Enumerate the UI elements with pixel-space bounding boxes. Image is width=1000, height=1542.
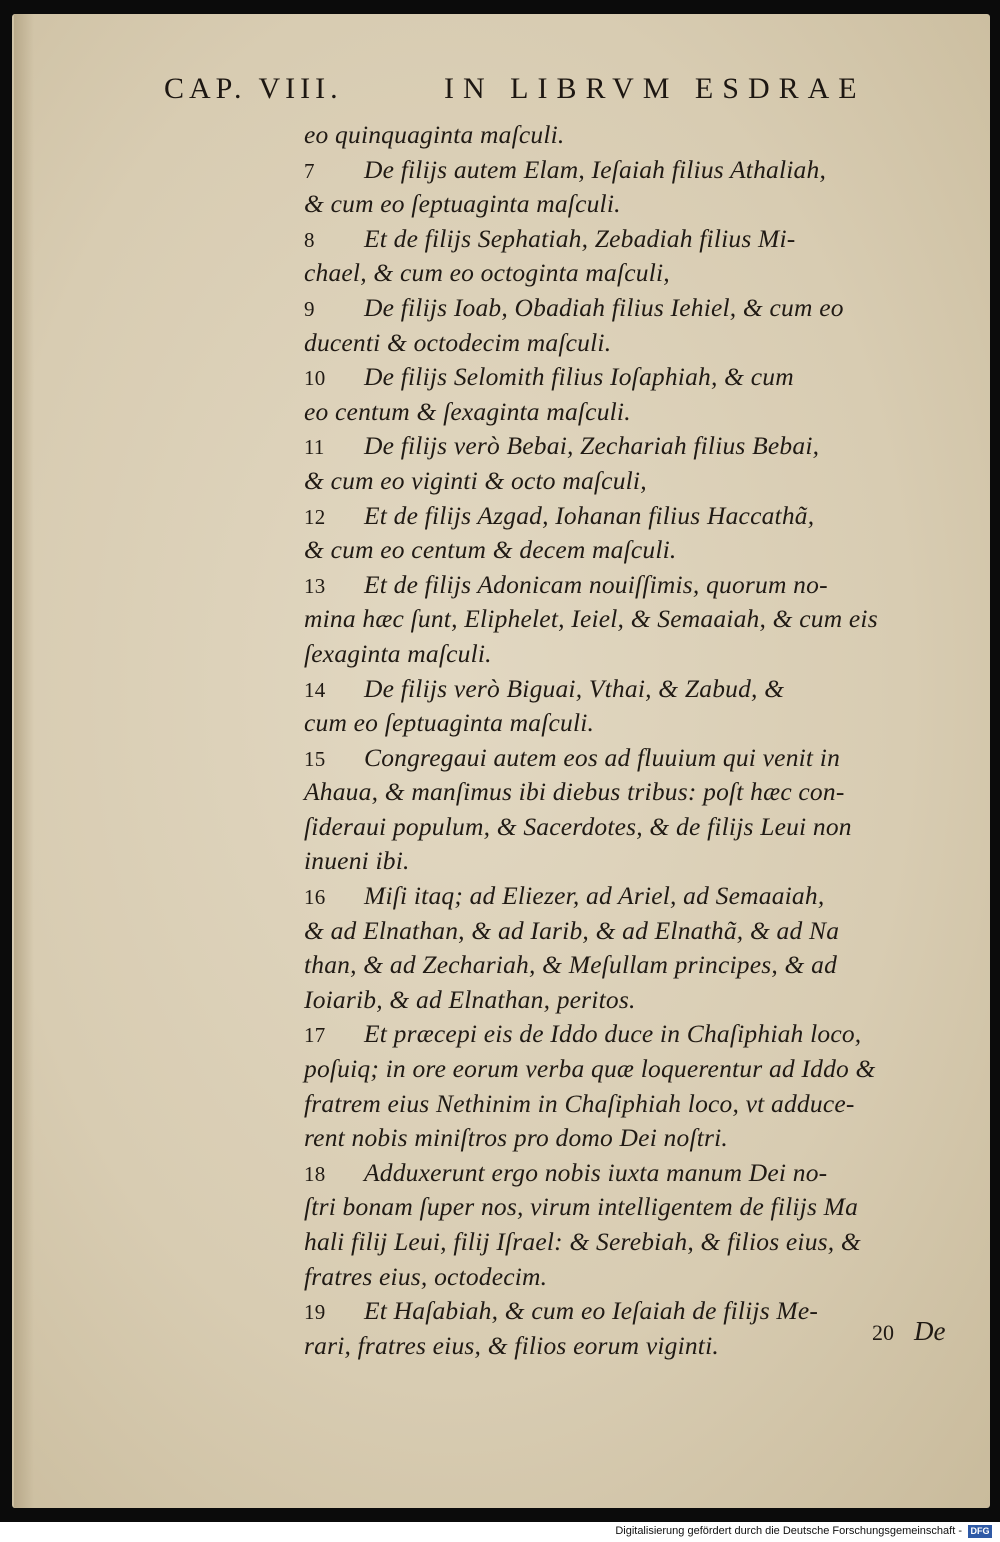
verse-number: 8	[304, 227, 315, 252]
line-text: Et de filijs Sephatiah, Zebadiah filius Mi-	[364, 223, 796, 253]
verse-number: 16	[304, 885, 326, 910]
line-text: Et de filijs Azgad, Iohanan filius Haccathã,	[364, 500, 815, 530]
line-text: De filijs Selomith filius Ioſaphiah, & cum	[364, 362, 794, 392]
line-text: fratrem eius Nethinim in Chaſiphiah loco, vt adduce-	[304, 1088, 855, 1118]
text-line	[304, 499, 936, 534]
dfg-logo: DFG	[968, 1525, 992, 1538]
text-line	[304, 672, 936, 707]
text-line	[304, 187, 936, 222]
verse-number: 18	[304, 1161, 326, 1186]
line-text: Ahaua, & manſimus ibi diebus tribus: poſt hæc con-	[304, 777, 845, 807]
funding-credit: Digitalisierung gefördert durch die Deutsche Forschungsgemeinschaft -	[615, 1525, 962, 1537]
catchword-line	[872, 1316, 945, 1347]
text-line	[304, 983, 936, 1018]
verse-number: 15	[304, 746, 326, 771]
line-text: ſexaginta maſculi.	[304, 638, 492, 668]
text-line	[304, 706, 936, 741]
verse-number: 10	[304, 366, 326, 391]
text-line	[304, 222, 936, 257]
line-text: De filijs autem Elam, Ieſaiah filius Athaliah,	[364, 154, 827, 184]
verse-number: 13	[304, 573, 326, 598]
body-text	[304, 118, 936, 1363]
line-text: & ad Elnathan, & ad Iarib, & ad Elnathã, & ad Na	[304, 915, 840, 945]
line-text: & cum eo centum & decem maſculi.	[304, 535, 677, 565]
text-line	[304, 395, 936, 430]
text-line	[304, 775, 936, 810]
book-page	[12, 14, 990, 1508]
text-line	[304, 602, 936, 637]
verse-number: 7	[304, 158, 315, 183]
line-text: than, & ad Zechariah, & Meſullam principes, & ad	[304, 950, 838, 980]
text-line	[304, 256, 936, 291]
line-text: cum eo ſeptuaginta maſculi.	[304, 708, 595, 738]
line-text: Adduxerunt ergo nobis iuxta manum Dei no-	[364, 1157, 828, 1187]
line-text: Et Haſabiah, & cum eo Ieſaiah de filijs Me-	[364, 1296, 819, 1326]
text-line	[304, 1087, 936, 1122]
chapter-heading: CAP. VIII.	[164, 72, 343, 105]
line-text: fratres eius, octodecim.	[304, 1261, 548, 1291]
text-line	[304, 1052, 936, 1087]
catchword: De	[914, 1316, 946, 1346]
line-text: Miſi itaq; ad Eliezer, ad Ariel, ad Semaaiah,	[364, 881, 825, 911]
line-text: rari, fratres eius, & filios eorum viginti.	[304, 1330, 719, 1360]
verse-number: 19	[304, 1300, 326, 1325]
line-text: Et præcepi eis de Iddo duce in Chaſiphiah loco,	[364, 1019, 862, 1049]
line-text: eo centum & ſexaginta maſculi.	[304, 396, 631, 426]
text-line	[304, 153, 936, 188]
line-text: rent nobis miniſtros pro domo Dei noſtri.	[304, 1123, 729, 1153]
line-text: inueni ibi.	[304, 846, 410, 876]
running-title: IN LIBRVM ESDRAE	[444, 72, 866, 105]
text-line	[304, 429, 936, 464]
line-text: Et de filijs Adonicam nouiſſimis, quorum no-	[364, 569, 828, 599]
line-text: eo quinquaginta maſculi.	[304, 120, 565, 149]
text-line	[304, 879, 936, 914]
text-line	[304, 1017, 936, 1052]
verse-number: 9	[304, 296, 315, 321]
line-text: Congregaui autem eos ad fluuium qui venit in	[364, 742, 841, 772]
text-line	[304, 1121, 936, 1156]
page-edge-shadow	[14, 14, 34, 1508]
text-line	[304, 948, 936, 983]
text-line	[304, 1329, 936, 1364]
text-line	[304, 914, 936, 949]
verse-number: 11	[304, 435, 325, 460]
line-text: De filijs Ioab, Obadiah filius Iehiel, & cum eo	[364, 292, 844, 322]
line-text: & cum eo ſeptuaginta maſculi.	[304, 189, 621, 219]
text-line	[304, 568, 936, 603]
text-line	[304, 637, 936, 672]
text-line	[304, 741, 936, 776]
line-text: ſtri bonam ſuper nos, virum intelligentem de filijs Ma	[304, 1192, 859, 1222]
line-text: Ioiarib, & ad Elnathan, peritos.	[304, 984, 636, 1014]
text-line	[304, 464, 936, 499]
line-text: mina hæc ſunt, Eliphelet, Ieiel, & Semaaiah, & cum eis	[304, 604, 878, 634]
text-line	[304, 844, 936, 879]
text-line	[304, 360, 936, 395]
line-text: & cum eo viginti & octo maſculi,	[304, 465, 647, 495]
line-text: hali filij Leui, filij Iſrael: & Serebiah, & filios eius, &	[304, 1227, 861, 1256]
line-text: De filijs verò Bebai, Zechariah filius Bebai,	[364, 431, 820, 461]
text-line	[304, 291, 936, 326]
verse-number: 14	[304, 677, 326, 702]
line-text: chael, & cum eo octoginta maſculi,	[304, 258, 670, 288]
verse-number: 12	[304, 504, 326, 529]
text-line	[304, 1225, 936, 1260]
verse-number: 17	[304, 1023, 326, 1048]
running-header	[12, 72, 990, 112]
next-verse-number: 20	[872, 1320, 894, 1345]
footer-bar	[0, 1522, 1000, 1542]
line-text: ſideraui populum, & Sacerdotes, & de filijs Leui non	[304, 811, 852, 841]
text-line	[304, 1156, 936, 1191]
line-text: De filijs verò Biguai, Vthai, & Zabud, &	[364, 673, 785, 703]
text-line	[304, 118, 936, 153]
text-line	[304, 1294, 936, 1329]
line-text: ducenti & octodecim maſculi.	[304, 327, 612, 357]
text-line	[304, 810, 936, 845]
line-text: poſuiq; in ore eorum verba quæ loquerentur ad Iddo &	[304, 1054, 876, 1084]
text-line	[304, 1190, 936, 1225]
text-line	[304, 1260, 936, 1295]
text-line	[304, 326, 936, 361]
text-line	[304, 533, 936, 568]
